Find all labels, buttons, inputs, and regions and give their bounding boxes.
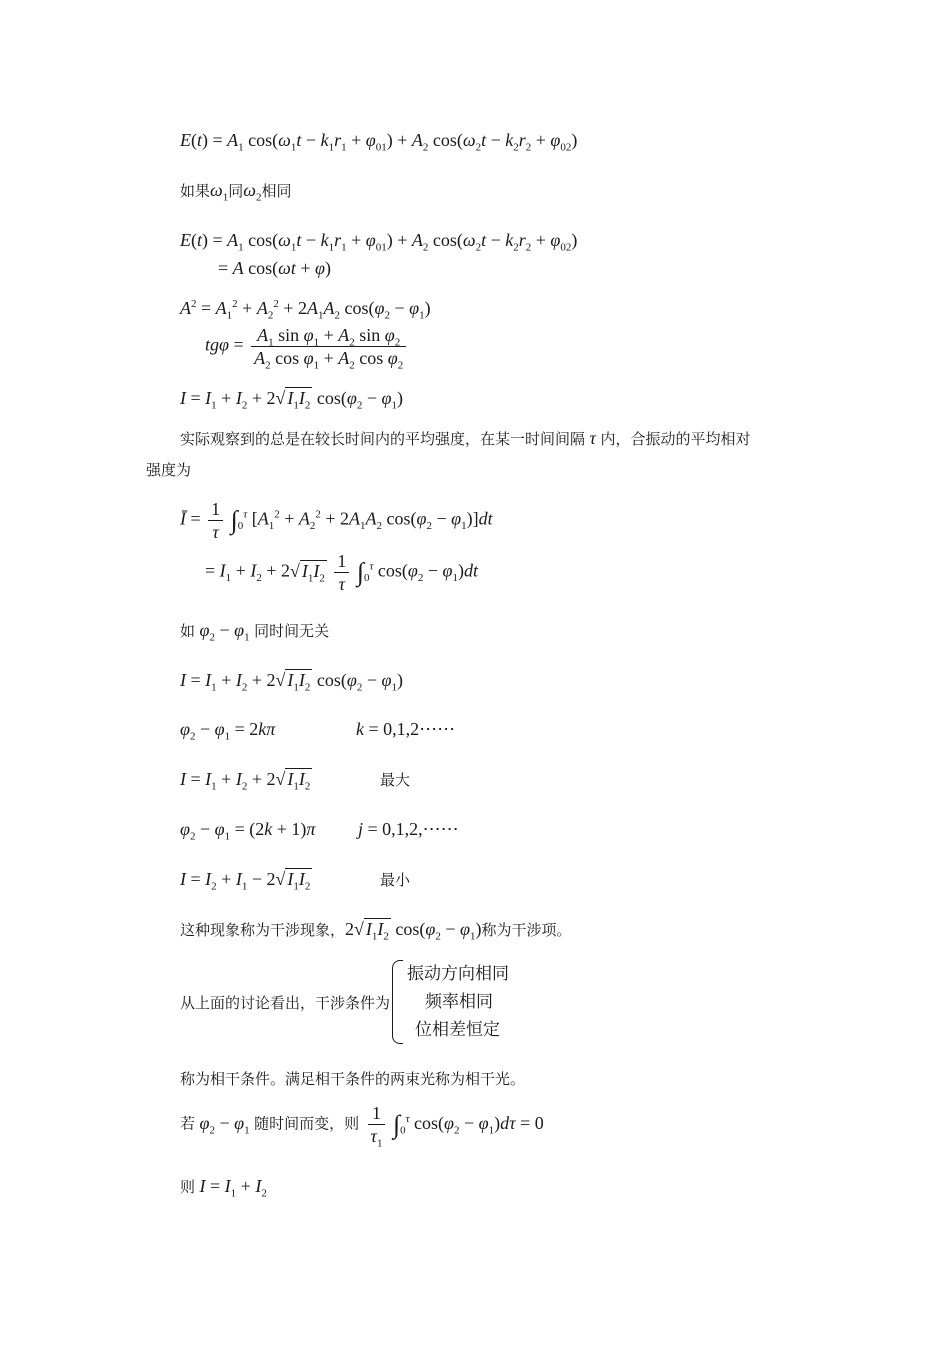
- equation-intensity-minimum: $I = I_2 + I_1 - 2√$ $I_1I_2$: [180, 869, 311, 893]
- text-then-result: 则 $I = I_1 + I_2$: [180, 1176, 267, 1200]
- interference-conditions: [180, 960, 509, 1044]
- condition-item: 频率相同: [425, 992, 494, 1012]
- label-maximum: 最大: [380, 771, 411, 789]
- equation-E-definition-2: $E(t) = A_1$ $\cos(\omega_1t - k_1r_1 + \varphi_{01}) + A_2$ $\cos(\omega_2t - k_2r_2 + \varphi_{02})$: [180, 230, 578, 254]
- equation-j-values: j = 0,1,2,⋯⋯: [358, 819, 459, 839]
- equation-intensity-2: $I = I_1 + I_2 + 2√$ $I_1I_2$ $\cos(\varphi_2 - \varphi_1)$: [180, 670, 403, 694]
- conditions-lead-text: 从上面的讨论看出，干涉条件为: [180, 993, 391, 1012]
- equation-E-definition: $E(t) = A_1$ $\cos(\omega_1t - k_1r_1 + \varphi_{01}) + A_2$ $\cos(\omega_2t - k_2r_2 + \varphi_{02})$: [180, 130, 578, 154]
- label-minimum: 最小: [380, 871, 411, 889]
- text-coherent-definition: 称为相干条件。满足相干条件的两束光称为相干光。: [180, 1070, 526, 1088]
- paragraph-observation-line-1: 实际观察到的总是在较长时间内的平均强度，在某一时间间隔 τ 内，合振动的平均相对: [180, 428, 751, 448]
- equation-k-values: k = 0,1,2⋯⋯: [356, 719, 456, 739]
- equation-average-intensity-1: Ī = $\frac{1}{\tau}$ $\int_0^\tau$ [$A_1^2 + A_2^2 + 2A_1A_2$ $\cos(\varphi_2 - \varphi_1)]dt$: [180, 499, 493, 542]
- equation-average-intensity-2: = $I_1 + I_2 + 2√$ $I_1I_2$ $\frac{1}{\tau}$ $\int_0^\tau$ $\cos(\varphi_2 - \varphi_1)dt$: [205, 551, 479, 594]
- text-interference-definition: 这种现象称为干涉现象，2√ $I_1I_2$ $\cos(\varphi_2 - \varphi_1)$称为干涉项。: [180, 919, 572, 943]
- condition-item: 振动方向相同: [407, 964, 510, 984]
- equation-phase-minimum: $\varphi_2 - \varphi_1 = (2k + 1)\pi$: [180, 819, 316, 843]
- text-if-same-frequency: 如果$\omega_1$同$\omega_2$相同: [180, 180, 292, 204]
- equation-tangent-phase: tgφ = $\frac{A_1 \sin \varphi_1 + A_2 \sin \varphi_2}{A_2 \cos \varphi_1 + A_2 \cos \varphi_2}$: [205, 324, 409, 369]
- condition-item: 位相差恒定: [415, 1020, 501, 1040]
- text-if-varies: 若 $\varphi_2 - \varphi_1$ 随时间而变，则 $\frac{1}{\tau_1}$ $\int_0^\tau$ $\cos(\varphi_2 - \varphi_1)d\tau = 0$: [180, 1103, 544, 1150]
- text-if-independent: 如 $\varphi_2 - \varphi_1$ 同时间无关: [180, 620, 330, 644]
- equation-E-result: = A cos(ωt + φ): [218, 258, 331, 278]
- equation-phase-maximum: $\varphi_2 - \varphi_1 = 2k\pi$: [180, 719, 276, 743]
- equation-amplitude-squared: $A^2 = A_1^2 + A_2^2 + 2A_1A_2$ $\cos(\varphi_2 - \varphi_1)$: [180, 298, 431, 322]
- paragraph-observation-line-2: 强度为: [146, 461, 192, 479]
- equation-intensity-1: $I = I_1 + I_2 + 2√$ $I_1I_2$ $\cos(\varphi_2 - \varphi_1)$: [180, 388, 403, 412]
- equation-intensity-maximum: $I = I_1 + I_2 + 2√$ $I_1I_2$: [180, 769, 311, 793]
- left-brace: [392, 960, 403, 1044]
